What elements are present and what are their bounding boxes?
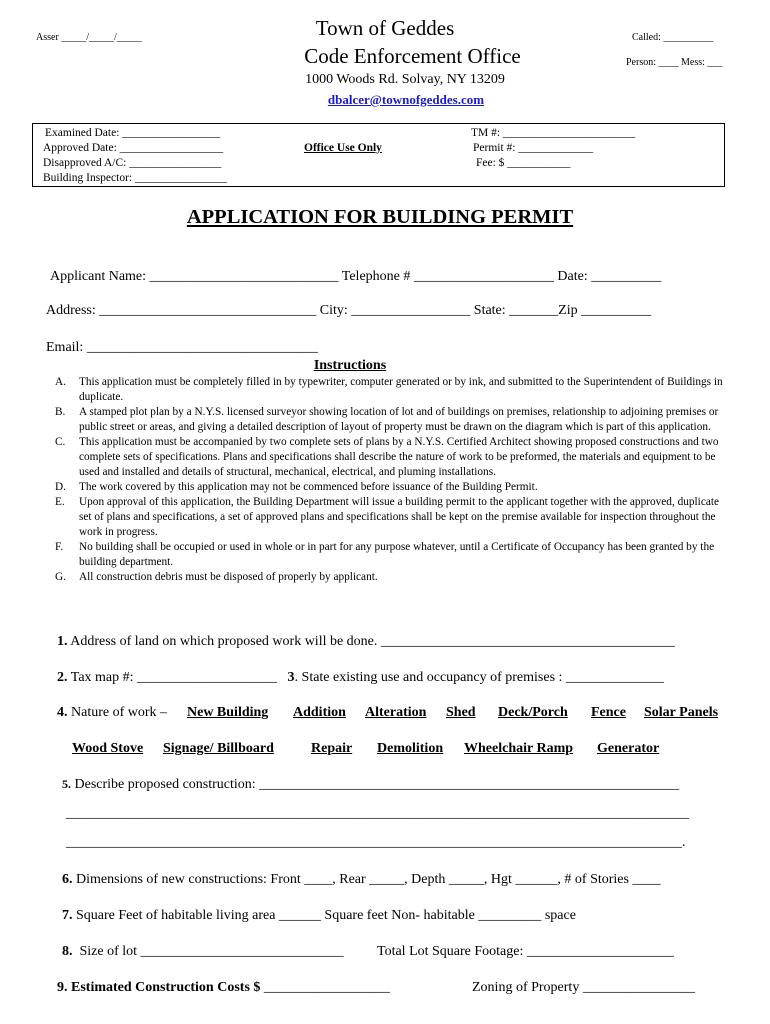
- q7-row[interactable]: [62, 908, 576, 924]
- instruction-item: [55, 570, 725, 585]
- q1-number: 1.: [57, 634, 68, 649]
- fee-field[interactable]: Fee: $ ___________: [476, 157, 571, 169]
- office-use-box: [32, 123, 725, 187]
- office-address: 1000 Woods Rd. Solvay, NY 13209: [305, 72, 505, 87]
- q3-number: 3: [287, 670, 295, 685]
- q1-row[interactable]: [57, 634, 675, 650]
- q5-line-2[interactable]: _________________________________________________________________________________________: [66, 806, 689, 821]
- option-wheelchair-ramp[interactable]: Wheelchair Ramp: [464, 741, 574, 756]
- option-shed[interactable]: Shed: [446, 705, 476, 720]
- q4-number: 4.: [57, 705, 68, 720]
- q6-row[interactable]: [62, 872, 660, 888]
- option-addition[interactable]: Addition: [293, 705, 346, 720]
- q8-row[interactable]: [62, 944, 344, 960]
- option-wood-stove[interactable]: Wood Stove: [72, 741, 144, 756]
- q9-text: Estimated Construction Costs $: [71, 980, 261, 995]
- q5-number: 5.: [62, 777, 71, 791]
- instruction-text: The work covered by this application may not be commenced before issuance of the Building Permit.: [79, 481, 538, 493]
- tm-field[interactable]: TM #: _______________________: [471, 127, 636, 139]
- office-subtitle: Code Enforcement Office: [304, 44, 521, 68]
- option-alteration[interactable]: Alteration: [365, 705, 427, 720]
- instruction-letter: F.: [55, 541, 64, 553]
- q5-row[interactable]: [62, 777, 679, 793]
- building-inspector-field[interactable]: Building Inspector: ________________: [43, 172, 227, 184]
- instruction-item: [55, 375, 725, 405]
- q2-number: 2.: [57, 670, 68, 685]
- option-new-building[interactable]: New Building: [187, 705, 269, 720]
- option-demolition[interactable]: Demolition: [377, 741, 444, 756]
- q6-number: 6.: [62, 872, 73, 887]
- zoning-field[interactable]: Zoning of Property ________________: [472, 980, 695, 995]
- office-use-label: Office Use Only: [304, 142, 382, 154]
- email-row[interactable]: [46, 340, 318, 356]
- option-signage-billboard[interactable]: Signage/ Billboard: [163, 741, 274, 756]
- q8-text[interactable]: Size of lot _____________________________: [79, 944, 344, 959]
- q9-cost-line[interactable]: __________________: [260, 980, 390, 995]
- instruction-letter: D.: [55, 481, 66, 493]
- instructions-list: [55, 375, 725, 585]
- instruction-text: All construction debris must be disposed of properly by applicant.: [79, 571, 378, 583]
- instruction-letter: A.: [55, 376, 66, 388]
- option-generator[interactable]: Generator: [597, 741, 660, 756]
- person-mess-field[interactable]: Person: ____ Mess: ___: [626, 57, 723, 68]
- q1-text[interactable]: Address of land on which proposed work will be done. __________________________________________: [70, 634, 675, 649]
- instruction-text: No building shall be occupied or used in whole or in part for any purpose whatever, until a Certificate of Occupancy has been granted by the building department.: [79, 541, 715, 568]
- office-title: Town of Geddes: [315, 16, 455, 40]
- examined-date-field[interactable]: Examined Date: _________________: [45, 127, 221, 139]
- option-deck-porch[interactable]: Deck/Porch: [498, 705, 568, 720]
- q8-number: 8.: [62, 944, 73, 959]
- email-label: Email:: [46, 340, 84, 355]
- form-title: APPLICATION FOR BUILDING PERMIT: [186, 206, 574, 228]
- instruction-item: [55, 540, 725, 570]
- q2-q3-row[interactable]: [57, 670, 664, 686]
- instruction-text: This application must be accompanied by two complete sets of plans by a N.Y.S. Certified Architect showing proposed constructions and two complete sets of specifications. Plans and specifications shall describe the nature of work to be preformed, the materials and equipment to be used and installed and details of structural, mechanical, electrical, and pluming installations.: [79, 436, 719, 478]
- instruction-letter: B.: [55, 406, 66, 418]
- q9-row[interactable]: [57, 980, 390, 996]
- instruction-item: [55, 480, 725, 495]
- approved-date-field[interactable]: Approved Date: __________________: [43, 142, 224, 154]
- email-input-line[interactable]: _________________________________: [86, 340, 318, 355]
- office-email-link[interactable]: dbalcer@townofgeddes.com: [327, 92, 485, 107]
- q4-row: [57, 705, 167, 721]
- total-lot-footage-field[interactable]: Total Lot Square Footage: _____________________: [377, 944, 674, 959]
- instruction-text: Upon approval of this application, the Building Department will issue a building permit to the applicant together with the approved, duplicate set of plans and specifications, a set of approved plans and specifications shall be kept on the premise available for inspection throughout the work in progress.: [79, 496, 720, 538]
- q3-text[interactable]: . State existing use and occupancy of premises : ______________: [294, 670, 664, 685]
- called-field[interactable]: Called: __________: [632, 32, 714, 43]
- applicant-line[interactable]: Applicant Name: ___________________________ Telephone # ____________________ Date: __________: [50, 269, 662, 284]
- q5-line-3[interactable]: ________________________________________________________________________________________.: [66, 835, 686, 850]
- permit-field[interactable]: Permit #: _____________: [473, 142, 594, 154]
- instruction-letter: G.: [55, 571, 66, 583]
- option-fence[interactable]: Fence: [591, 705, 626, 720]
- q6-text[interactable]: Dimensions of new constructions: Front ____, Rear _____, Depth _____, Hgt ______, # of Stories ____: [76, 872, 661, 887]
- option-repair[interactable]: Repair: [311, 741, 353, 756]
- instruction-text: A stamped plot plan by a N.Y.S. licensed surveyor showing location of lot and of buildings on premises, relationship to adjoining premises or public street or areas, and giving a detailed description of layout of property must be drawn on the diagram which is part of this application.: [79, 406, 719, 433]
- instruction-item: [55, 435, 725, 480]
- q7-text[interactable]: Square Feet of habitable living area ______ Square feet Non- habitable _________ space: [76, 908, 576, 923]
- instruction-item: [55, 495, 725, 540]
- q9-number: 9.: [57, 980, 68, 995]
- instruction-letter: C.: [55, 436, 66, 448]
- q4-text: Nature of work –: [71, 705, 168, 720]
- instruction-item: [55, 405, 725, 435]
- address-line[interactable]: Address: _______________________________ City: _________________ State: _______Zip __________: [46, 303, 652, 318]
- disapproved-field[interactable]: Disapproved A/C: ________________: [43, 157, 222, 169]
- option-solar-panels[interactable]: Solar Panels: [644, 705, 719, 720]
- instruction-letter: E.: [55, 496, 65, 508]
- q7-number: 7.: [62, 908, 73, 923]
- q2-text[interactable]: Tax map #: ____________________: [70, 670, 278, 685]
- instruction-text: This application must be completely filled in by typewriter, computer generated or by ink, and submitted to the Superintendent of Buildings in duplicate.: [79, 376, 723, 403]
- q5-text[interactable]: Describe proposed construction: ____________________________________________________________: [74, 777, 680, 792]
- asser-field[interactable]: Asser _____/_____/_____: [36, 32, 142, 43]
- instructions-heading: Instructions: [313, 358, 387, 373]
